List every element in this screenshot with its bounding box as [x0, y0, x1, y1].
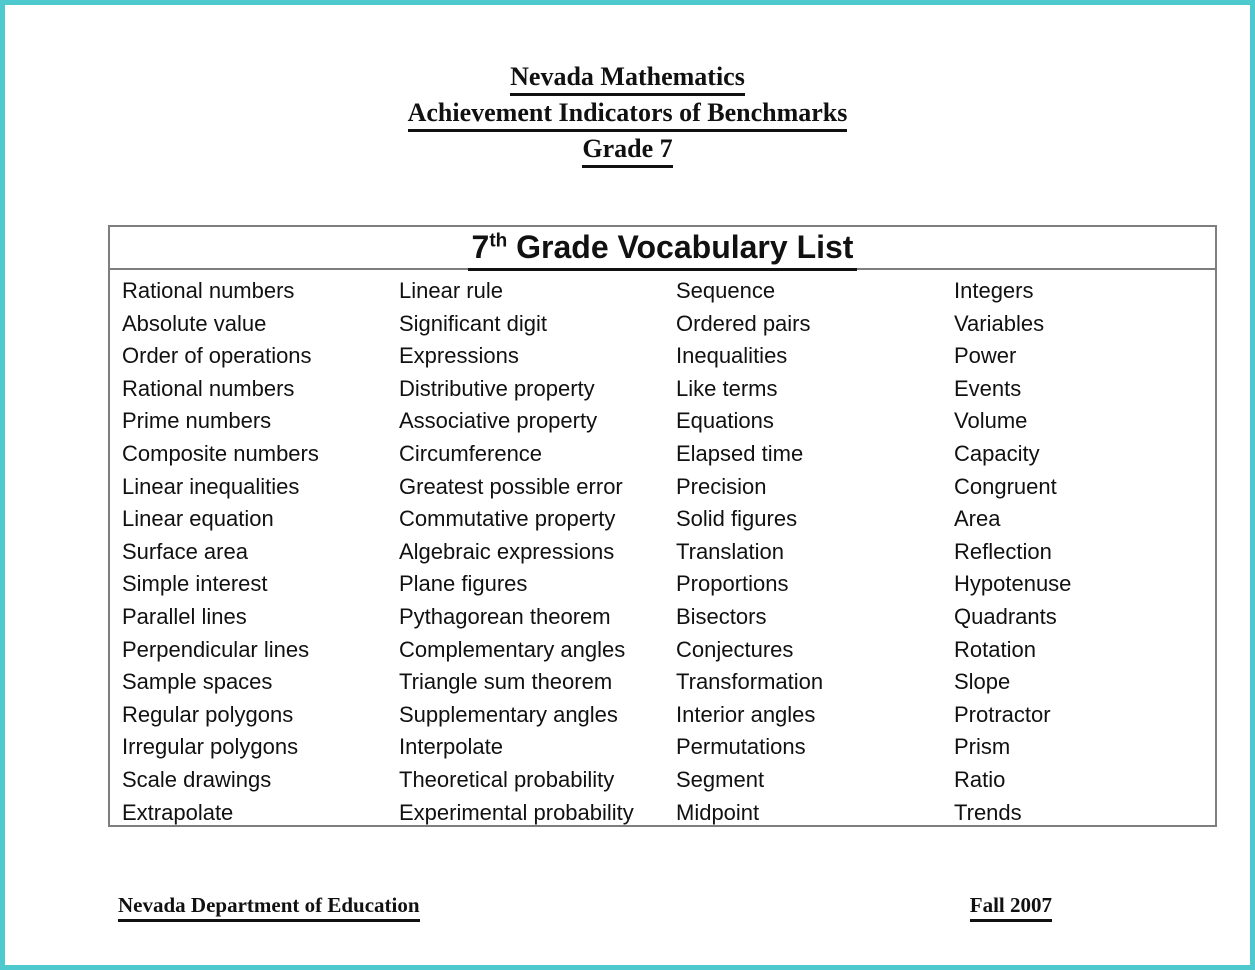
vocab-item: Congruent	[954, 473, 1057, 499]
vocab-item: Order of operations	[122, 343, 312, 369]
vocab-item: Elapsed time	[676, 440, 804, 466]
vocab-item: Precision	[676, 473, 767, 499]
vocab-item: Sequence	[676, 278, 776, 303]
vocab-item: Interpolate	[399, 734, 503, 760]
vocab-item: Pythagorean theorem	[399, 603, 611, 629]
vocab-item: Power	[954, 343, 1017, 369]
footer-organization: Nevada Department of Education	[118, 893, 420, 922]
vocab-item: Expressions	[399, 343, 519, 369]
footer-date: Fall 2007	[970, 893, 1052, 922]
vocab-item: Events	[954, 375, 1022, 401]
vocab-item: Reflection	[954, 538, 1052, 564]
vocab-item: Composite numbers	[122, 440, 319, 466]
title-number: 7	[471, 229, 490, 265]
vocab-item: Hypotenuse	[954, 571, 1072, 597]
vocab-item: Equations	[676, 408, 774, 434]
vocab-item: Interior angles	[676, 701, 816, 727]
header-line-3: Grade 7	[5, 132, 1250, 168]
vocab-item: Solid figures	[676, 506, 798, 532]
vocab-item: Segment	[676, 766, 765, 792]
vocab-item: Greatest possible error	[399, 473, 623, 499]
vocab-item: Perpendicular lines	[122, 636, 310, 662]
vocab-item: Distributive property	[399, 375, 595, 401]
vocab-item: Rational numbers	[122, 278, 295, 303]
vocab-item: Algebraic expressions	[399, 538, 615, 564]
vocab-item: Conjectures	[676, 636, 794, 662]
vocab-item: Simple interest	[122, 571, 268, 597]
vocab-item: Plane figures	[399, 571, 528, 597]
vocab-item: Extrapolate	[122, 799, 234, 825]
vocab-item: Permutations	[676, 734, 806, 760]
vocab-item: Capacity	[954, 440, 1040, 466]
vocab-item: Significant digit	[399, 310, 547, 336]
vocab-item: Prism	[954, 734, 1011, 760]
vocab-item: Theoretical probability	[399, 766, 615, 792]
vocab-item: Integers	[954, 278, 1034, 303]
vocab-item: Surface area	[122, 538, 248, 564]
table-title	[110, 227, 1215, 270]
vocab-item: Rotation	[954, 636, 1036, 662]
vocab-item: Commutative property	[399, 506, 616, 532]
vocab-item: Rational numbers	[122, 375, 295, 401]
vocabulary-table	[108, 225, 1217, 827]
vocab-item: Sample spaces	[122, 669, 273, 695]
vocab-column-1	[110, 275, 387, 829]
vocab-item: Quadrants	[954, 603, 1057, 629]
vocab-item: Midpoint	[676, 799, 760, 825]
vocab-item: Trends	[954, 799, 1022, 825]
title-text: Grade Vocabulary List	[507, 229, 854, 265]
vocab-item: Ratio	[954, 766, 1006, 792]
vocab-item: Supplementary angles	[399, 701, 618, 727]
vocab-item: Complementary angles	[399, 636, 626, 662]
title-ordinal-suffix: th	[489, 230, 508, 252]
vocab-item: Irregular polygons	[122, 734, 299, 760]
vocab-item: Associative property	[399, 408, 598, 434]
vocab-item: Prime numbers	[122, 408, 272, 434]
vocab-item: Volume	[954, 408, 1028, 434]
vocab-item: Parallel lines	[122, 603, 247, 629]
vocab-item: Ordered pairs	[676, 310, 811, 336]
vocab-item: Absolute value	[122, 310, 267, 336]
vocab-item: Transformation	[676, 669, 824, 695]
vocab-item: Experimental probability	[399, 799, 634, 825]
vocab-item: Slope	[954, 669, 1011, 695]
vocab-item: Linear equation	[122, 506, 274, 532]
vocab-item: Triangle sum theorem	[399, 669, 613, 695]
vocabulary-grid	[110, 270, 1215, 829]
vocab-item: Protractor	[954, 701, 1051, 727]
vocab-column-4	[937, 275, 1215, 829]
vocab-item: Scale drawings	[122, 766, 272, 792]
vocab-column-2	[387, 275, 662, 829]
vocab-item: Regular polygons	[122, 701, 294, 727]
document-header	[5, 60, 1250, 168]
vocab-item: Circumference	[399, 440, 543, 466]
vocab-item: Inequalities	[676, 343, 788, 369]
header-line-2: Achievement Indicators of Benchmarks	[5, 96, 1250, 132]
vocab-item: Like terms	[676, 375, 778, 401]
vocab-item: Bisectors	[676, 603, 767, 629]
header-line-1: Nevada Mathematics	[5, 60, 1250, 96]
vocab-item: Area	[954, 506, 1001, 532]
vocab-item: Proportions	[676, 571, 789, 597]
vocab-item: Translation	[676, 538, 785, 564]
vocab-item: Linear rule	[399, 278, 503, 303]
vocab-item: Linear inequalities	[122, 473, 300, 499]
vocab-column-3	[662, 275, 937, 829]
vocab-item: Variables	[954, 310, 1045, 336]
